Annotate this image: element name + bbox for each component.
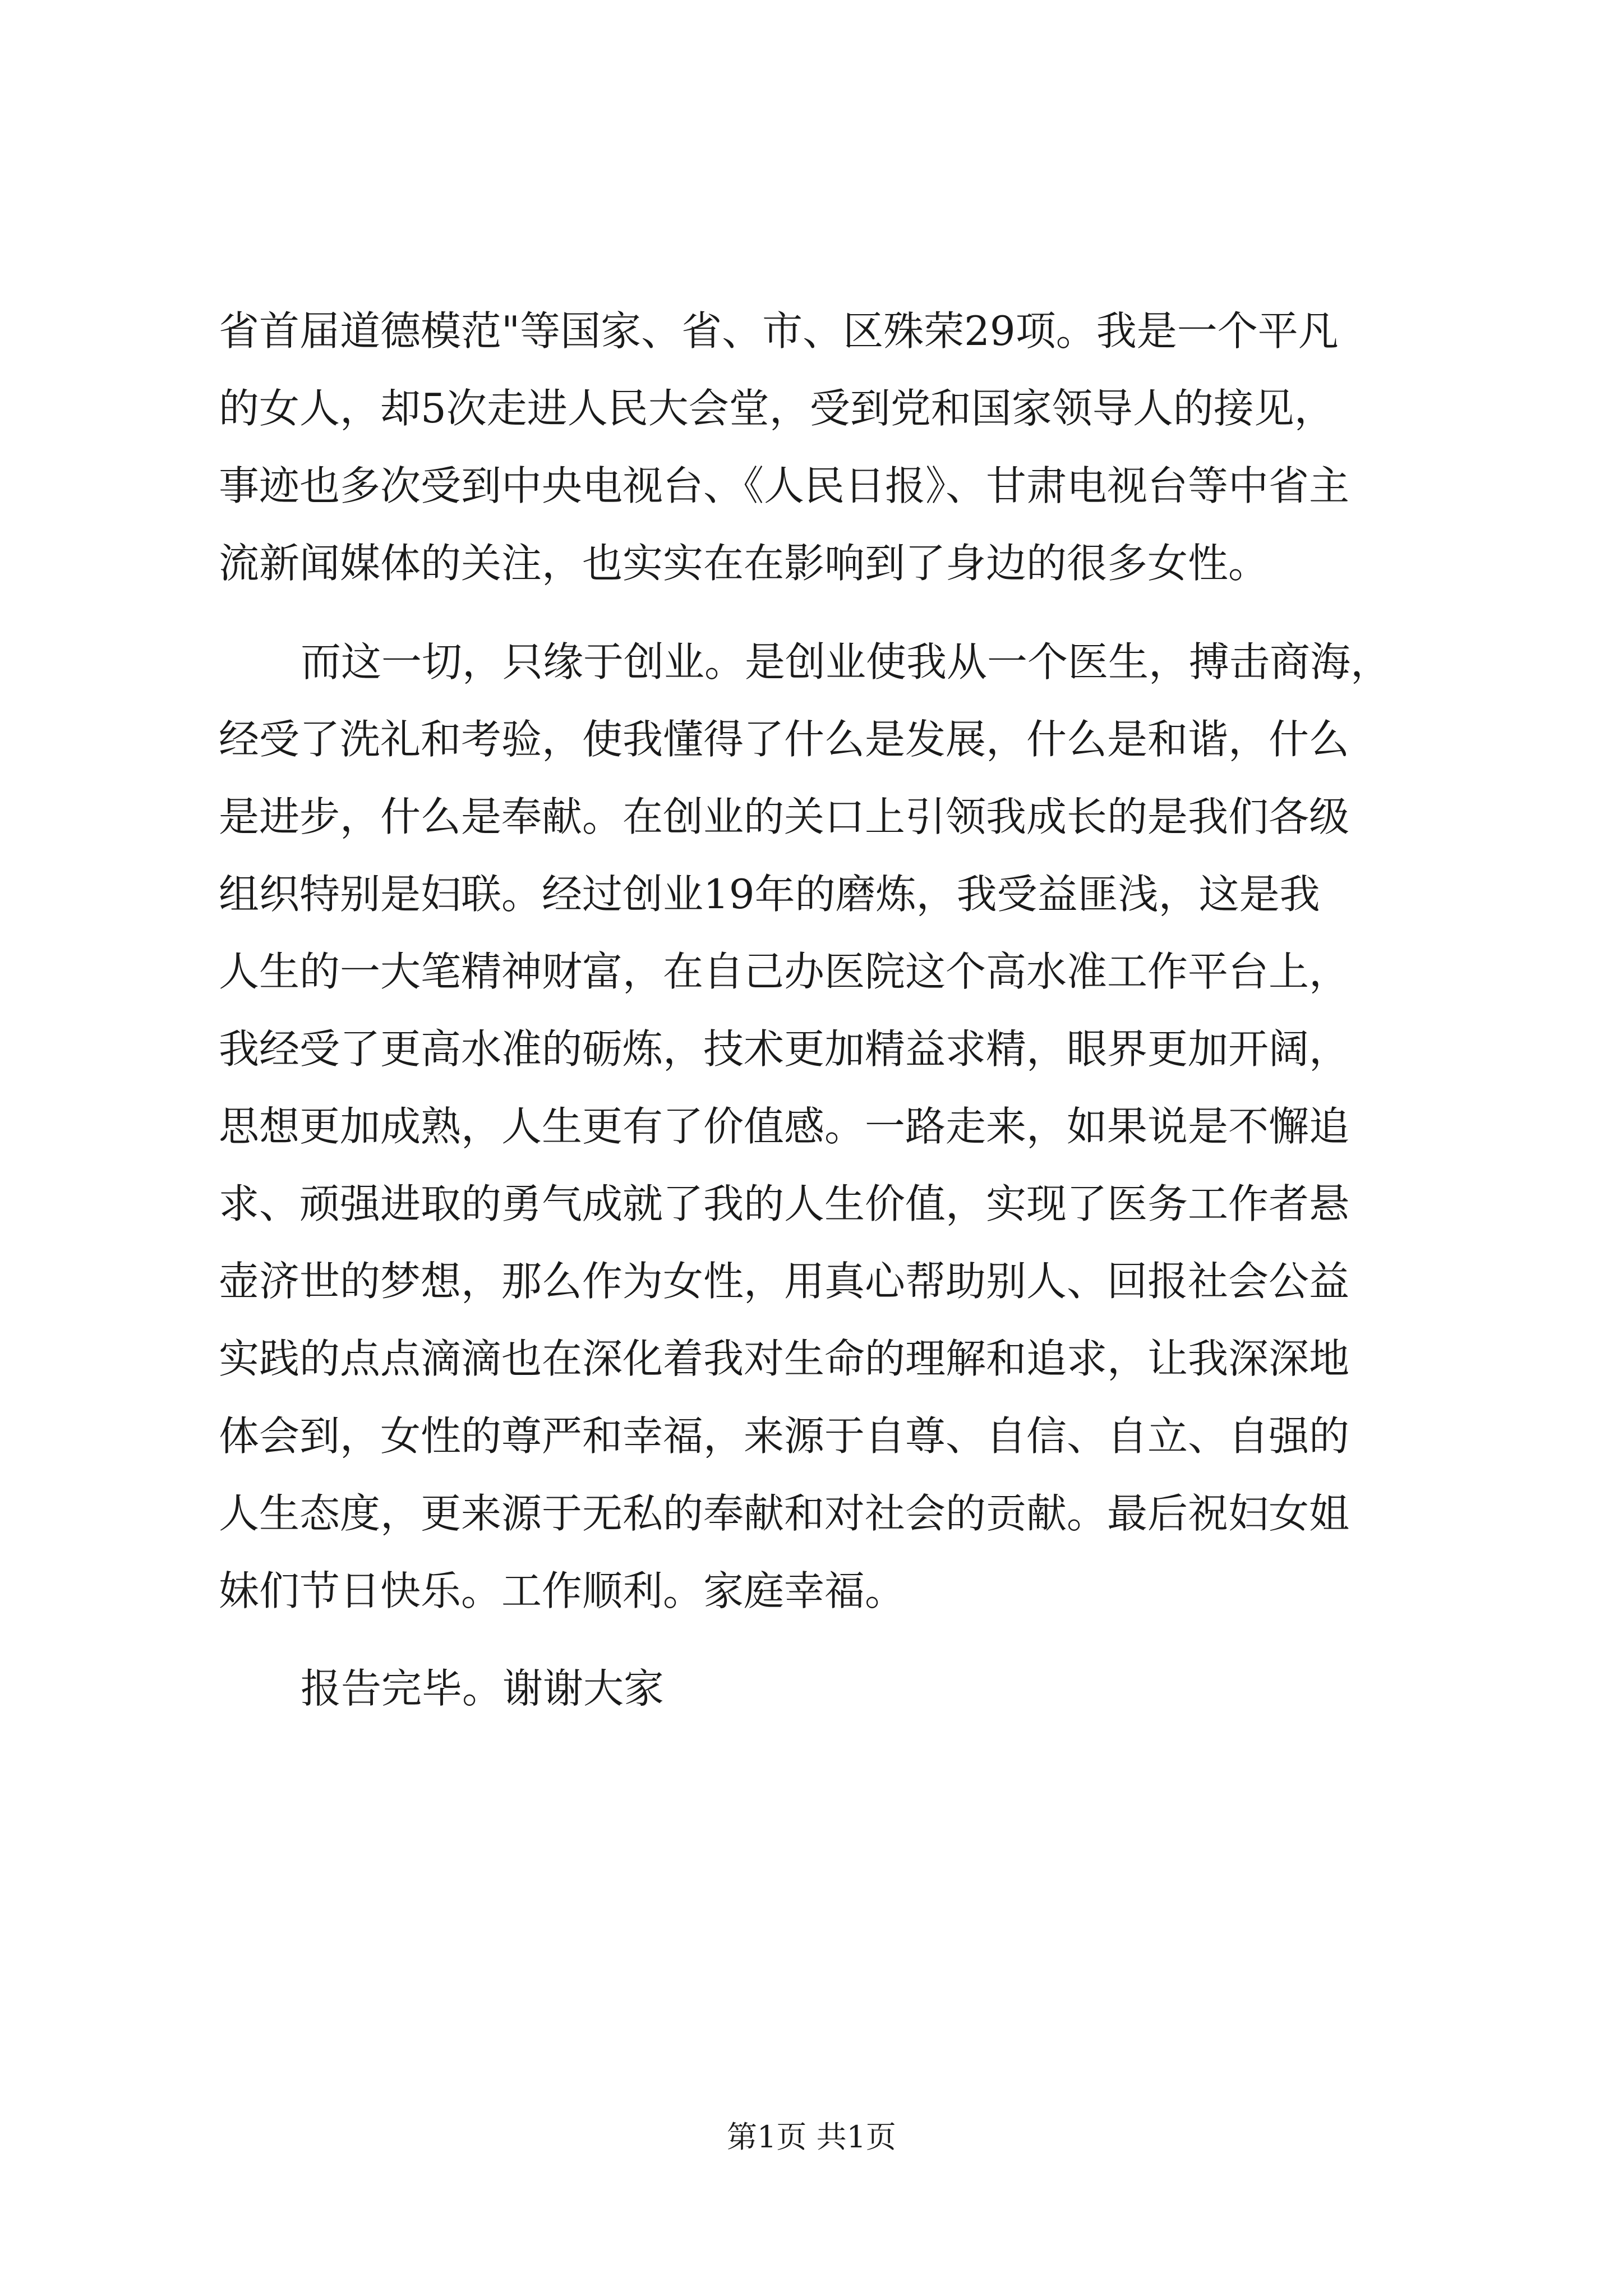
text-line: 经受了洗礼和考验，使我懂得了什么是发展，什么是和谐，什么 bbox=[219, 716, 1350, 763]
text-line: 壶济世的梦想，那么作为女性，用真心帮助别人、回报社会公益 bbox=[219, 1258, 1350, 1305]
text-line: 体会到，女性的尊严和幸福，来源于自尊、自信、自立、自强的 bbox=[219, 1412, 1350, 1460]
page-number-footer: 第1页 共1页 bbox=[727, 2119, 896, 2155]
text-line: 是进步，什么是奉献。在创业的关口上引领我成长的是我们各级 bbox=[219, 793, 1350, 840]
text-line: 人生的一大笔精神财富，在自己办医院这个高水准工作平台上， bbox=[219, 948, 1350, 995]
text-line: 思想更加成熟，人生更有了价值感。一路走来，如果说是不懈追 bbox=[219, 1103, 1350, 1150]
text-line: 省首届道德模范"等国家、省、市、区殊荣29项。我是一个平凡 bbox=[219, 307, 1339, 355]
text-line: 组织特别是妇联。经过创业19年的磨炼，我受益匪浅，这是我 bbox=[219, 871, 1320, 918]
text-line: 实践的点点滴滴也在深化着我对生命的理解和追求，让我深深地 bbox=[219, 1335, 1350, 1382]
text-line: 人生态度，更来源于无私的奉献和对社会的贡献。最后祝妇女姐 bbox=[219, 1490, 1350, 1537]
text-line: 我经受了更高水准的砺炼，技术更加精益求精，眼界更加开阔， bbox=[219, 1025, 1350, 1073]
text-line: 流新闻媒体的关注，也实实在在影响到了身边的很多女性。 bbox=[219, 540, 1269, 587]
text-line: 事迹也多次受到中央电视台、《人民日报》、甘肃电视台等中省主 bbox=[219, 462, 1350, 509]
text-line: 求、顽强进取的勇气成就了我的人生价值，实现了医务工作者悬 bbox=[219, 1180, 1350, 1227]
text-line: 妹们节日快乐。工作顺利。家庭幸福。 bbox=[219, 1567, 906, 1614]
text-line: 的女人，却5次走进人民大会堂，受到党和国家领导人的接见， bbox=[219, 385, 1335, 432]
text-line: 而这一切，只缘于创业。是创业使我从一个医生，搏击商海， bbox=[301, 638, 1391, 685]
text-line: 报告完毕。谢谢大家 bbox=[301, 1665, 665, 1712]
